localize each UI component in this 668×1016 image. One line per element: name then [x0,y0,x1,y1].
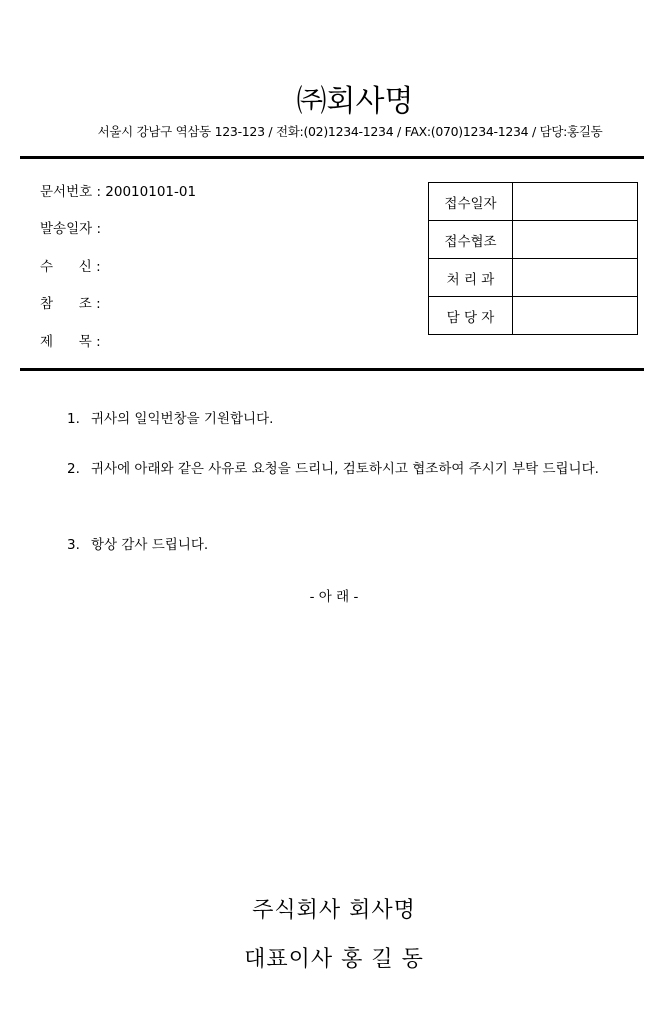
bottom-divider [20,368,644,371]
field-reference: 참 조 : [40,296,101,312]
table-row [429,221,638,259]
field-subject: 제 목 : [40,334,101,350]
table-row [429,183,638,221]
table-row [429,259,638,297]
footer-company: 주식회사 회사명 [252,898,416,923]
footer-ceo: 대표이사 홍 길 동 [244,947,424,972]
receipt-label: 접수일자 [429,183,513,221]
receipt-label: 담 당 자 [429,297,513,335]
field-send-date: 발송일자 : [40,221,102,237]
item-number: 1. [67,411,80,427]
receipt-table [428,182,638,335]
receipt-label: 처 리 과 [429,259,513,297]
field-doc-number: 문서번호 : 20010101-01 [40,184,197,200]
item-text: 항상 감사 드립니다. [91,537,209,553]
item-number: 3. [67,537,80,553]
arae-heading: - 아 래 - [309,589,359,605]
company-address: 서울시 강남구 역삼동 123-123 / 전화:(02)1234-1234 / FAX:(070)1234-1234 / 담당:홍길동 [97,124,603,139]
item-number: 2. [67,461,80,477]
receipt-value [513,221,638,259]
body-item [67,457,629,482]
body-item [67,407,629,432]
top-divider [20,156,644,159]
item-text: 귀사에 아래와 같은 사유로 요청을 드리니, 검토하시고 협조하여 주시기 부탁 드립니다. [91,461,599,477]
table-row [429,297,638,335]
field-recipient: 수 신 : [40,259,101,275]
item-text: 귀사의 일익번창을 기원합니다. [91,411,274,427]
receipt-value [513,259,638,297]
company-title: ㈜회사명 [296,84,414,119]
body-item [67,533,629,558]
receipt-value [513,183,638,221]
receipt-label: 접수협조 [429,221,513,259]
receipt-value [513,297,638,335]
